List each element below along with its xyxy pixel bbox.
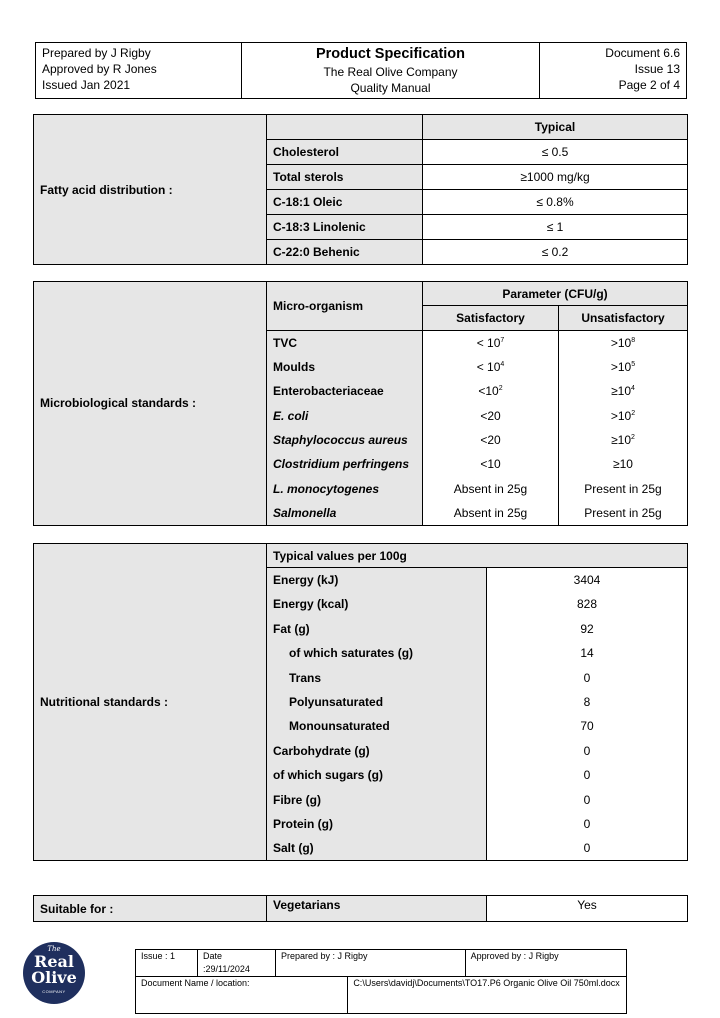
nutrient-label: Energy (kJ) [267, 568, 487, 592]
unsatisfactory-value: Present in 25g [559, 477, 688, 501]
nutrition-table [33, 543, 688, 861]
column-header-organism: Micro-organism [267, 282, 423, 331]
unsatisfactory-value: $>10^2$ [559, 403, 688, 427]
nutrient-label: of which saturates (g) [267, 641, 487, 665]
organism-label: E. coli [267, 403, 423, 427]
issued-date: Issued Jan 2021 [42, 78, 131, 92]
section-label: Nutritional standards : [34, 544, 267, 861]
document-footer [135, 949, 627, 1014]
row-value: ≤ 0.2 [423, 240, 688, 265]
satisfactory-value: Absent in 25g [423, 501, 559, 525]
document-header [35, 42, 687, 99]
organism-label: Staphylococcus aureus [267, 428, 423, 452]
satisfactory-value: Absent in 25g [423, 477, 559, 501]
nutrient-value: 0 [487, 836, 688, 860]
header-center-cell [242, 43, 540, 99]
column-header-satisfactory: Satisfactory [423, 306, 559, 330]
nutrient-value: 0 [487, 787, 688, 811]
satisfactory-value: <20 [423, 403, 559, 427]
nutrient-label: Fibre (g) [267, 787, 487, 811]
nutrient-value: 0 [487, 665, 688, 689]
column-header-parameter: Parameter (CFU/g) [423, 282, 688, 306]
section-label: Suitable for : [34, 896, 267, 922]
manual-name: Quality Manual [350, 81, 431, 95]
section-label: Microbiological standards : [34, 282, 267, 526]
row-label: C-22:0 Behenic [267, 240, 423, 265]
organism-label: Clostridium perfringens [267, 452, 423, 476]
nutrient-value: 828 [487, 592, 688, 616]
row-value: ≤ 1 [423, 215, 688, 240]
nutrient-value: 0 [487, 763, 688, 787]
page-number: Page 2 of 4 [618, 78, 680, 92]
footer-docname: C:\Users\davidj\Documents\TO17.P6 Organic Olive Oil 750ml.docx [348, 977, 627, 1014]
nutrient-label: of which sugars (g) [267, 763, 487, 787]
nutrient-label: Salt (g) [267, 836, 487, 860]
organism-label: TVC [267, 330, 423, 354]
microbiological-table [33, 281, 688, 526]
row-value: ≤ 0.5 [423, 140, 688, 165]
row-label: Total sterols [267, 165, 423, 190]
unsatisfactory-value: $\ge 10^4$ [559, 379, 688, 403]
satisfactory-value: $<10^2$ [423, 379, 559, 403]
nutrient-label: Monounsaturated [267, 714, 487, 738]
company-logo: The Real Olive COMPANY [23, 942, 85, 1004]
approved-by: Approved by R Jones [42, 62, 157, 76]
unsatisfactory-value: ≥10 [559, 452, 688, 476]
organism-label: Enterobacteriaceae [267, 379, 423, 403]
nutrient-label: Fat (g) [267, 617, 487, 641]
unsatisfactory-value: Present in 25g [559, 501, 688, 525]
organism-label: L. monocytogenes [267, 477, 423, 501]
nutrient-value: 70 [487, 714, 688, 738]
nutrient-value: 3404 [487, 568, 688, 592]
document-number: Document 6.6 [605, 46, 680, 60]
suitable-item-value: Yes [487, 896, 688, 922]
header-right-cell [540, 43, 687, 99]
row-label: C-18:3 Linolenic [267, 215, 423, 240]
unsatisfactory-value: $>10^5$ [559, 355, 688, 379]
section-label: Fatty acid distribution : [34, 115, 267, 265]
unsatisfactory-value: $\ge 10^2$ [559, 428, 688, 452]
footer-issue: Issue : 1 [136, 950, 198, 977]
row-value: ≤ 0.8% [423, 190, 688, 215]
footer-docname-label: Document Name / location: [136, 977, 348, 1014]
nutrient-label: Carbohydrate (g) [267, 739, 487, 763]
satisfactory-value: < $10^7$ [423, 330, 559, 354]
footer-approved: Approved by : J Rigby [465, 950, 626, 977]
nutrient-value: 14 [487, 641, 688, 665]
suitable-for-table [33, 895, 688, 922]
satisfactory-value: <20 [423, 428, 559, 452]
column-header-typical: Typical [423, 115, 688, 140]
satisfactory-value: < $10^4$ [423, 355, 559, 379]
empty-header-cell [267, 115, 423, 140]
nutrient-value: 0 [487, 812, 688, 836]
company-name: The Real Olive Company [323, 65, 458, 79]
unsatisfactory-value: $>10^8$ [559, 330, 688, 354]
nutrient-value: 8 [487, 690, 688, 714]
header-left-cell [36, 43, 242, 99]
prepared-by: Prepared by J Rigby [42, 46, 151, 60]
nutrient-value: 0 [487, 739, 688, 763]
row-label: C-18:1 Oleic [267, 190, 423, 215]
suitable-item-label: Vegetarians [267, 896, 487, 922]
organism-label: Salmonella [267, 501, 423, 525]
column-header-typical-values: Typical values per 100g [267, 544, 688, 568]
page-title: Product Specification [315, 46, 466, 62]
footer-date: Date :29/11/2024 [198, 950, 276, 977]
row-value: ≥1000 mg/kg [423, 165, 688, 190]
column-header-unsatisfactory: Unsatisfactory [559, 306, 688, 330]
nutrient-label: Trans [267, 665, 487, 689]
organism-label: Moulds [267, 355, 423, 379]
nutrient-value: 92 [487, 617, 688, 641]
issue-number: Issue 13 [634, 62, 680, 76]
nutrient-label: Energy (kcal) [267, 592, 487, 616]
nutrient-label: Protein (g) [267, 812, 487, 836]
nutrient-label: Polyunsaturated [267, 690, 487, 714]
fatty-acid-table [33, 114, 688, 265]
satisfactory-value: <10 [423, 452, 559, 476]
footer-prepared: Prepared by : J Rigby [276, 950, 466, 977]
row-label: Cholesterol [267, 140, 423, 165]
